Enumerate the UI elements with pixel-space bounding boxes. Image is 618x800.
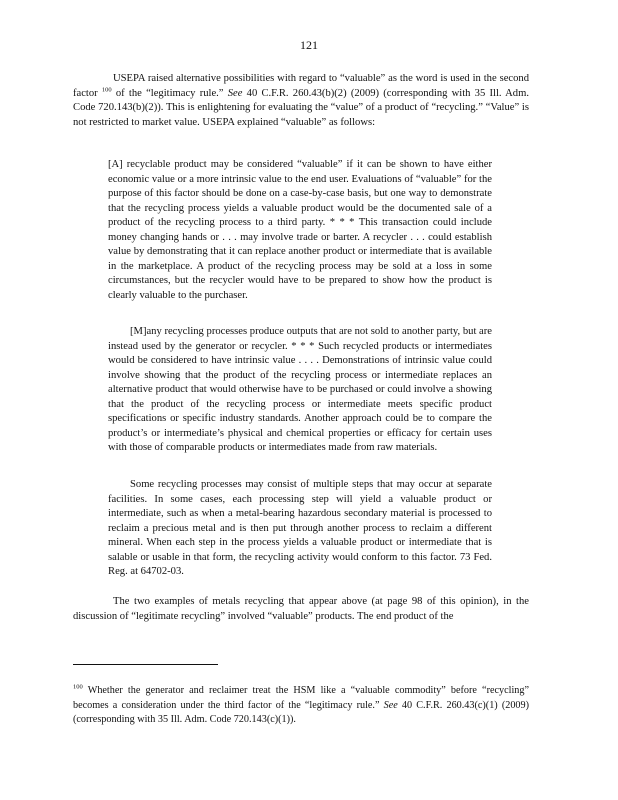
footnote-text: Whether the generator and reclaimer treat the HSM like a “valuable commodity” before “recycling” becomes a consideration under the third factor of the “legitimacy rule.” <box>73 685 529 711</box>
opening-paragraph <box>73 72 529 130</box>
footnote-number: 100 <box>73 683 83 691</box>
block-quote-paragraph-3: Some recycling processes may consist of multiple steps that may occur at separate facilities. In some cases, each processing step will yield a valuable product or intermediate, such as when a metal-bearing hazardous secondary material is processed to reclaim a precious metal and is then put through another process to reclaim a different mineral. When each step in the process yields a valuable product or intermediate that is salable or usable in that form, the recycling activity would conform to this factor. 73 Fed. Reg. at 64702-03. <box>108 479 492 577</box>
citation-signal: See <box>227 87 243 99</box>
footnote-text: 40 C.F.R. 260.43(c)(1) (2009) (corresponding with 35 Ill. Adm. Code 720.143(c)(1)). <box>73 699 529 725</box>
citation-signal: See <box>383 699 398 711</box>
closing-paragraph: The two examples of metals recycling that appear above (at page 98 of this opinion), in the discussion of “legitimate recycling” involved “valuable” products. The end product of the <box>73 596 529 622</box>
paragraph-text: USEPA raised alternative possibilities with regard to “valuable” as the word is used in the second factor <box>73 73 529 99</box>
page-number: 121 <box>300 38 318 52</box>
paragraph-text: 40 C.F.R. 260.43(b)(2) (2009) (corresponding with 35 Ill. Adm. Code 720.143(b)(2)). This is enlightening for evaluating the “value” of a product of “recycling.” “Value” is not restricted to market value. USEPA explained “valuable” as follows: <box>73 87 529 128</box>
paragraph-text: of the “legitimacy rule.” <box>111 87 228 99</box>
block-quote-paragraph-2: [M]any recycling processes produce outputs that are not sold to another party, but are instead used by the generator or recycler. * * * Such recycled products or intermediates would be considered to have intrinsic value . . . . Demonstrations of intrinsic value could involve showing that the product of the recycling process or intermediate replaces an alternative product that would otherwise have to be purchased or could involve a showing that the product of the recycling process or intermediate meets specific product specifications or specific industry standards. Another approach could be to compare the product’s or intermediate’s physical and chemical properties or efficacy for certain uses with those of comparable products or intermediates made from raw materials. <box>108 326 492 453</box>
footnote-reference: 100 <box>101 85 112 93</box>
footnote <box>73 684 529 728</box>
block-quote-paragraph-1: [A] recyclable product may be considered “valuable” if it can be shown to have either economic value or a more intrinsic value to the end user. Evaluations of “valuable” for the purpose of this factor should be done on a case-by-case basis, but one way to demonstrate that the recycling process yields a valuable product would be the documented sale of a product of the recycling process to a third party. * * * This transaction could include money changing hands or . . . may involve trade or barter. A recycler . . . could establish value by demonstrating that it can replace another product or intermediate that is available in the marketplace. A product of the recycling process may be sold at a loss in some circumstances, but the recycler would have to be prepared to show how the product is clearly valuable to the purchaser. <box>108 159 492 301</box>
footnote-divider <box>73 664 218 665</box>
